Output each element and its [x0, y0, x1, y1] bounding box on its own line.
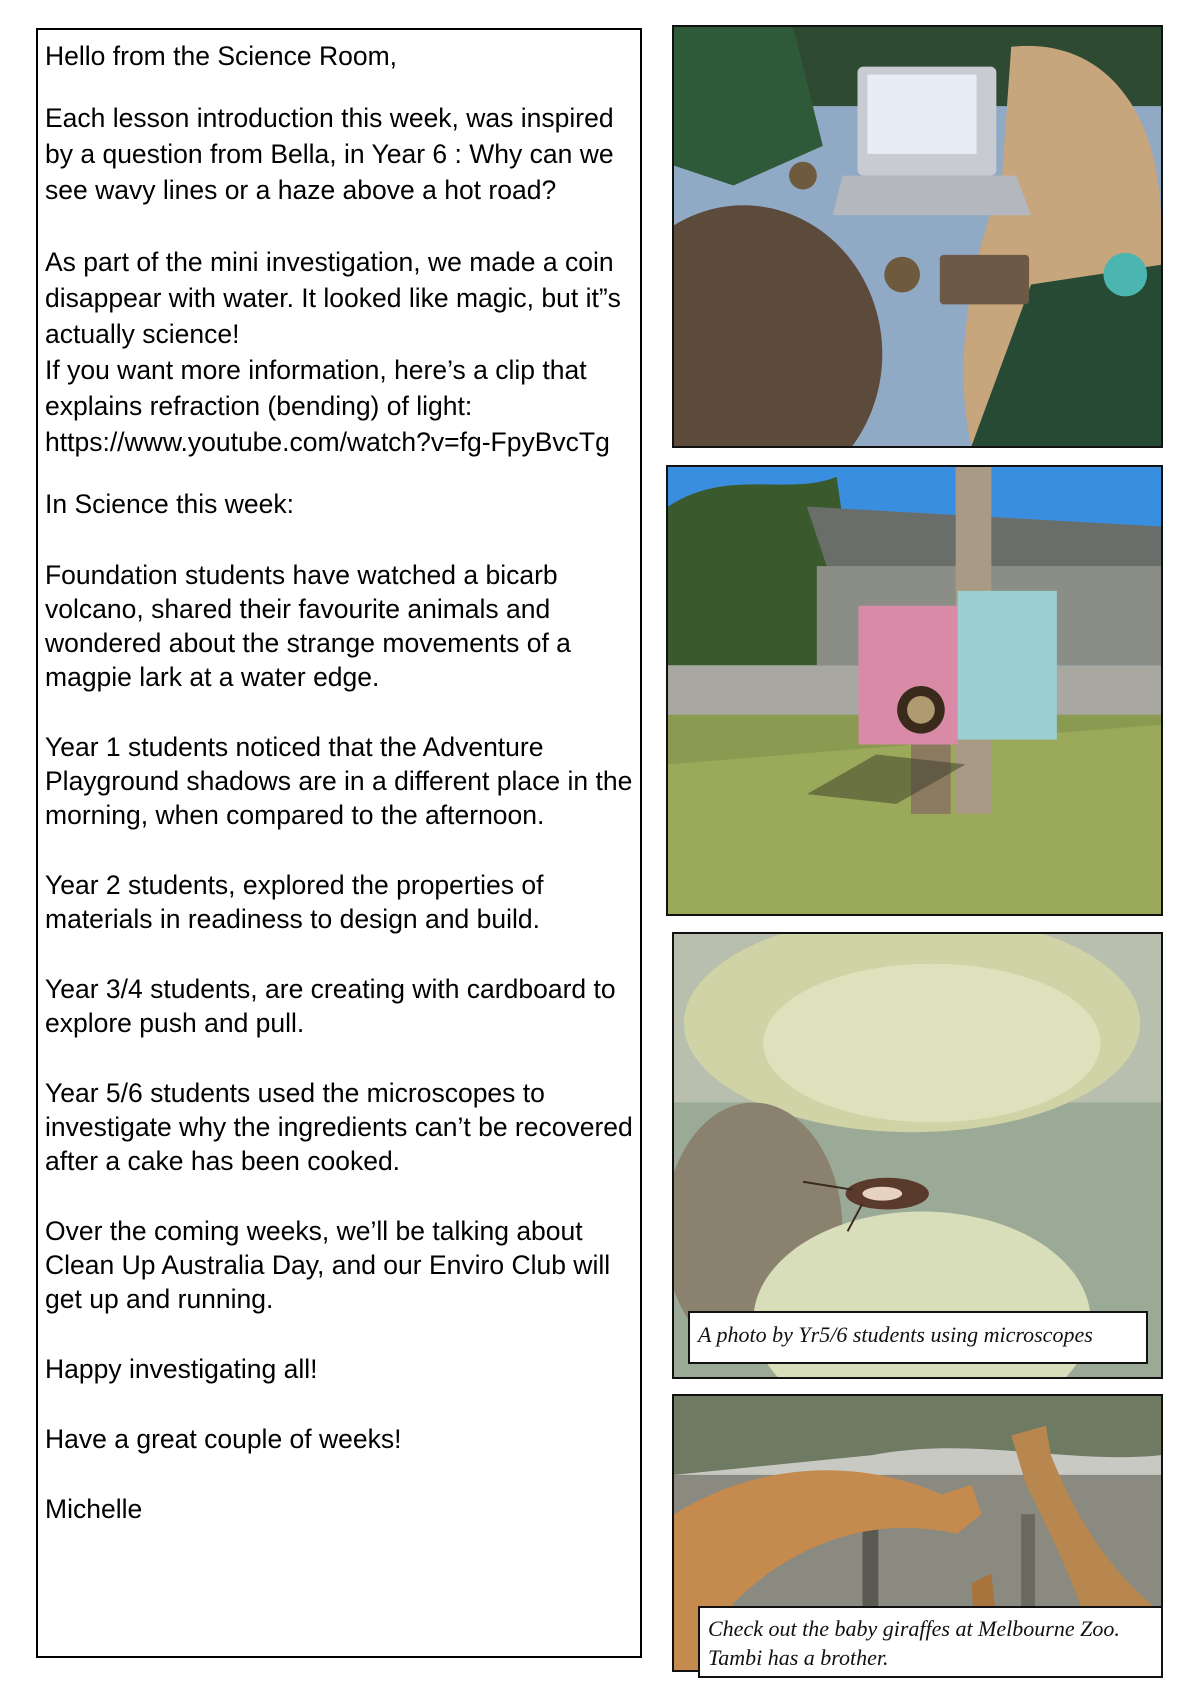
investigation-paragraph: As part of the mini investigation, we made a coin disappear with water. It looked like magic, but it”s actually science! If you want more information, here’s a clip that explains refraction (bending) of light: https://www.youtube.com/watch?v=fg-FpyBvcTg	[45, 247, 621, 457]
week-heading: In Science this week:	[45, 489, 294, 519]
foundation-paragraph: Foundation students have watched a bicarb volcano, shared their favourite animals and wondered about the strange movements of a magpie lark at a water edge.	[45, 560, 571, 692]
happy-investigating: Happy investigating all!	[45, 1354, 318, 1384]
newsletter-text-panel	[36, 28, 642, 1658]
signoff: Michelle	[45, 1494, 143, 1524]
greeting: Hello from the Science Room,	[45, 41, 398, 71]
photo-students-laptop	[672, 25, 1163, 448]
giraffe-photo-caption	[698, 1606, 1163, 1678]
coming-weeks-paragraph: Over the coming weeks, we’ll be talking about Clean Up Australia Day, and our Enviro Club will get up and running.	[45, 1216, 611, 1314]
great-weeks: Have a great couple of weeks!	[45, 1424, 402, 1454]
microscope-photo-caption: A photo by Yr5/6 students using microscopes	[688, 1311, 1148, 1364]
year56-paragraph: Year 5/6 students used the microscopes to investigate why the ingredients can’t be recovered after a cake has been cooked.	[45, 1078, 633, 1176]
year34-paragraph: Year 3/4 students, are creating with cardboard to explore push and pull.	[45, 974, 616, 1038]
giraffe-caption-text: Check out the baby giraffes at Melbourne Zoo. Tambi has a brother.	[708, 1616, 1120, 1670]
intro-paragraph: Each lesson introduction this week, was inspired by a question from Bella, in Year 6 : Why can we see wavy lines or a haze above a hot road?	[45, 103, 614, 205]
year2-paragraph: Year 2 students, explored the properties of materials in readiness to design and build.	[45, 870, 544, 934]
year1-paragraph: Year 1 students noticed that the Adventure Playground shadows are in a different place in the morning, when compared to the afternoon.	[45, 732, 633, 830]
photo-adventure-playground	[666, 465, 1163, 916]
